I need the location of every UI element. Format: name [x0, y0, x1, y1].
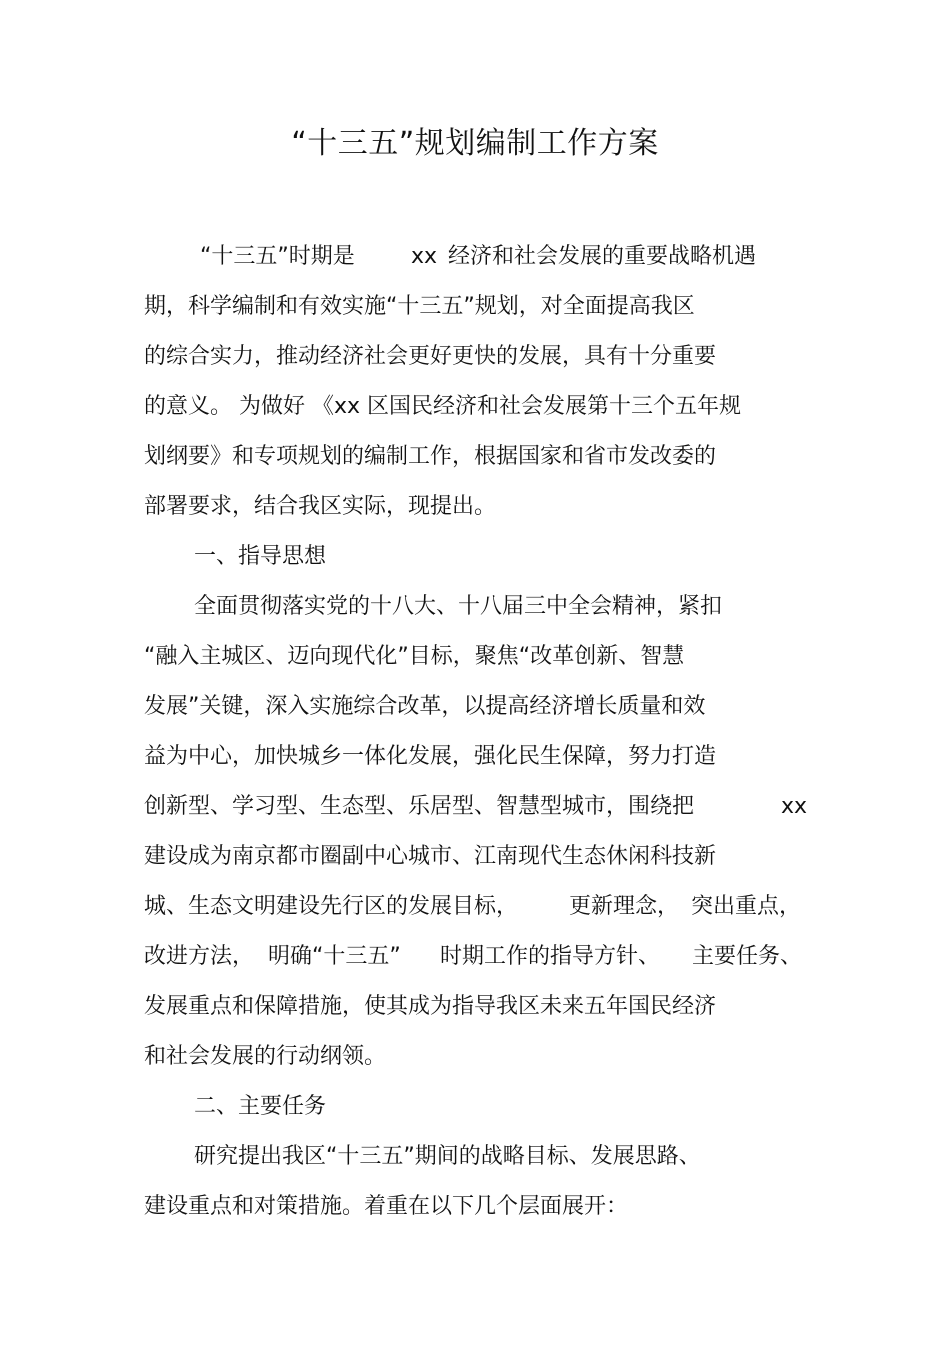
- text-segment: 全面贯彻落实党的十八大、十八届三中全会精神，紧扣: [194, 594, 723, 619]
- text-segment: xx: [411, 244, 438, 269]
- text-segment: “十三五”时期是: [200, 244, 355, 269]
- text-segment: 经济和社会发展的重要战略机遇: [448, 244, 757, 269]
- text-segment: 期，科学编制和有效实施“十三五”规划，对全面提高我区: [144, 294, 695, 319]
- text-segment: 创新型、学习型、生态型、乐居型、智慧型城市，围绕把: [144, 794, 695, 819]
- text-segment: 发展”关键，深入实施综合改革，以提高经济增长质量和效: [144, 694, 706, 719]
- text-segment: 建设成为南京都市圈副中心城市、江南现代生态休闲科技新: [144, 844, 717, 869]
- text-segment: 改进方法，: [144, 944, 255, 969]
- text-segment: “融入主城区、迈向现代化”目标，聚焦“改革创新、智慧: [144, 644, 685, 669]
- text-segment: 时期工作的指导方针、: [440, 944, 661, 969]
- text-segment: 益为中心，加快城乡一体化发展，强化民生保障，努力打造: [144, 744, 717, 769]
- text-segment: 一、指导思想: [194, 544, 327, 569]
- document-title: “十三五”规划编制工作方案: [291, 126, 659, 161]
- text-segment: 部署要求，结合我区实际，现提出。: [144, 494, 497, 519]
- text-segment: 的综合实力，推动经济社会更好更快的发展，具有十分重要: [144, 344, 717, 369]
- text-segment: 划纲要》和专项规划的编制工作，根据国家和省市发改委的: [144, 444, 717, 469]
- text-segment: 更新理念，: [569, 894, 680, 919]
- text-segment: 发展重点和保障措施，使其成为指导我区未来五年国民经济: [144, 994, 717, 1019]
- text-segment: 城、生态文明建设先行区的发展目标，: [144, 894, 519, 919]
- text-segment: 建设重点和对策措施。着重在以下几个层面展开：: [144, 1194, 629, 1219]
- text-segment: 突出重点，: [691, 894, 802, 919]
- text-segment: 的意义。 为做好 《xx 区国民经济和社会发展第十三个五年规: [144, 394, 742, 419]
- text-segment: 明确“十三五”: [268, 944, 401, 969]
- text-segment: 研究提出我区“十三五”期间的战略目标、发展思路、: [194, 1144, 701, 1169]
- text-segment: 二、主要任务: [194, 1094, 327, 1119]
- text-segment: 主要任务、: [692, 944, 803, 969]
- text-segment: 和社会发展的行动纲领。: [144, 1044, 387, 1069]
- text-segment: xx: [781, 794, 808, 819]
